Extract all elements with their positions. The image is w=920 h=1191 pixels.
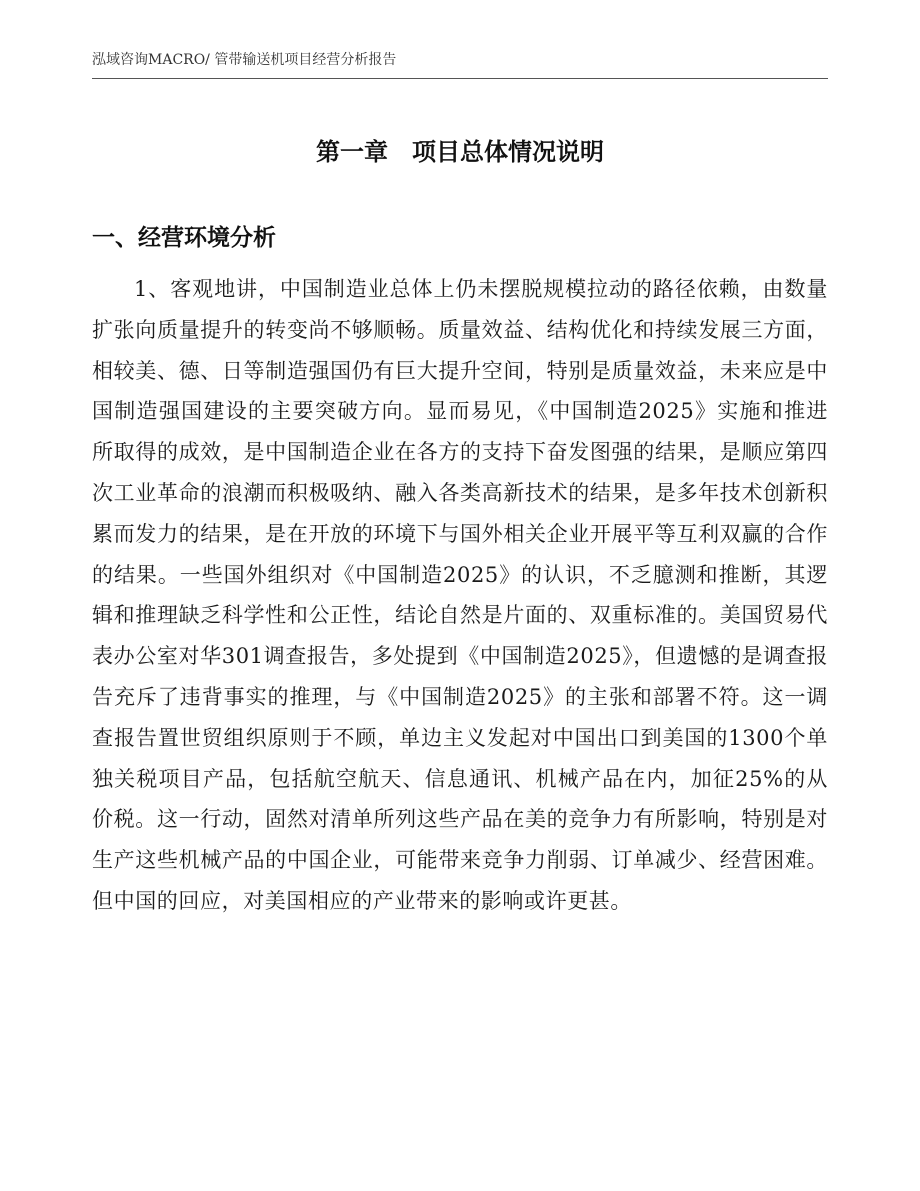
section-heading: 一、经营环境分析 xyxy=(92,225,276,251)
running-header: 泓域咨询MACRO/ 管带输送机项目经营分析报告 xyxy=(92,52,397,68)
chapter-number: 第一章 xyxy=(316,138,388,166)
chapter-name: 项目总体情况说明 xyxy=(412,138,604,166)
body-paragraph: 1、客观地讲，中国制造业总体上仍未摆脱规模拉动的路径依赖，由数量扩张向质量提升的转变尚不够顺畅。质量效益、结构优化和持续发展三方面，相较美、德、日等制造强国仍有巨大提升空间，特别是质量效益，未来应是中国制造强国建设的主要突破方向。显而易见，《中国制造2025》实施和推进所取得的成效，是中国制造企业在各方的支持下奋发图强的结果，是顺应第四次工业革命的浪潮而积极吸纳、融入各类高新技术的结果，是多年技术创新积累而发力的结果，是在开放的环境下与国外相关企业开展平等互利双赢的合作的结果。一些国外组织对《中国制造2025》的认识，不乏臆测和推断，其逻辑和推理缺乏科学性和公正性，结论自然是片面的、双重标准的。美国贸易代表办公室对华301调查报告，多处提到《中国制造2025》，但遗憾的是调查报告充斥了违背事实的推理，与《中国制造2025》的主张和部署不符。这一调查报告置世贸组织原则于不顾，单边主义发起对中国出口到美国的1300个单独关税项目产品，包括航空航天、信息通讯、机械产品在内，加征25%的从价税。这一行动，固然对清单所列这些产品在美的竞争力有所影响，特别是对生产这些机械产品的中国企业，可能带来竞争力削弱、订单减少、经营困难。但中国的回应，对美国相应的产业带来的影响或许更甚。 xyxy=(92,277,828,913)
header-divider xyxy=(92,78,828,79)
chapter-title xyxy=(0,135,920,169)
